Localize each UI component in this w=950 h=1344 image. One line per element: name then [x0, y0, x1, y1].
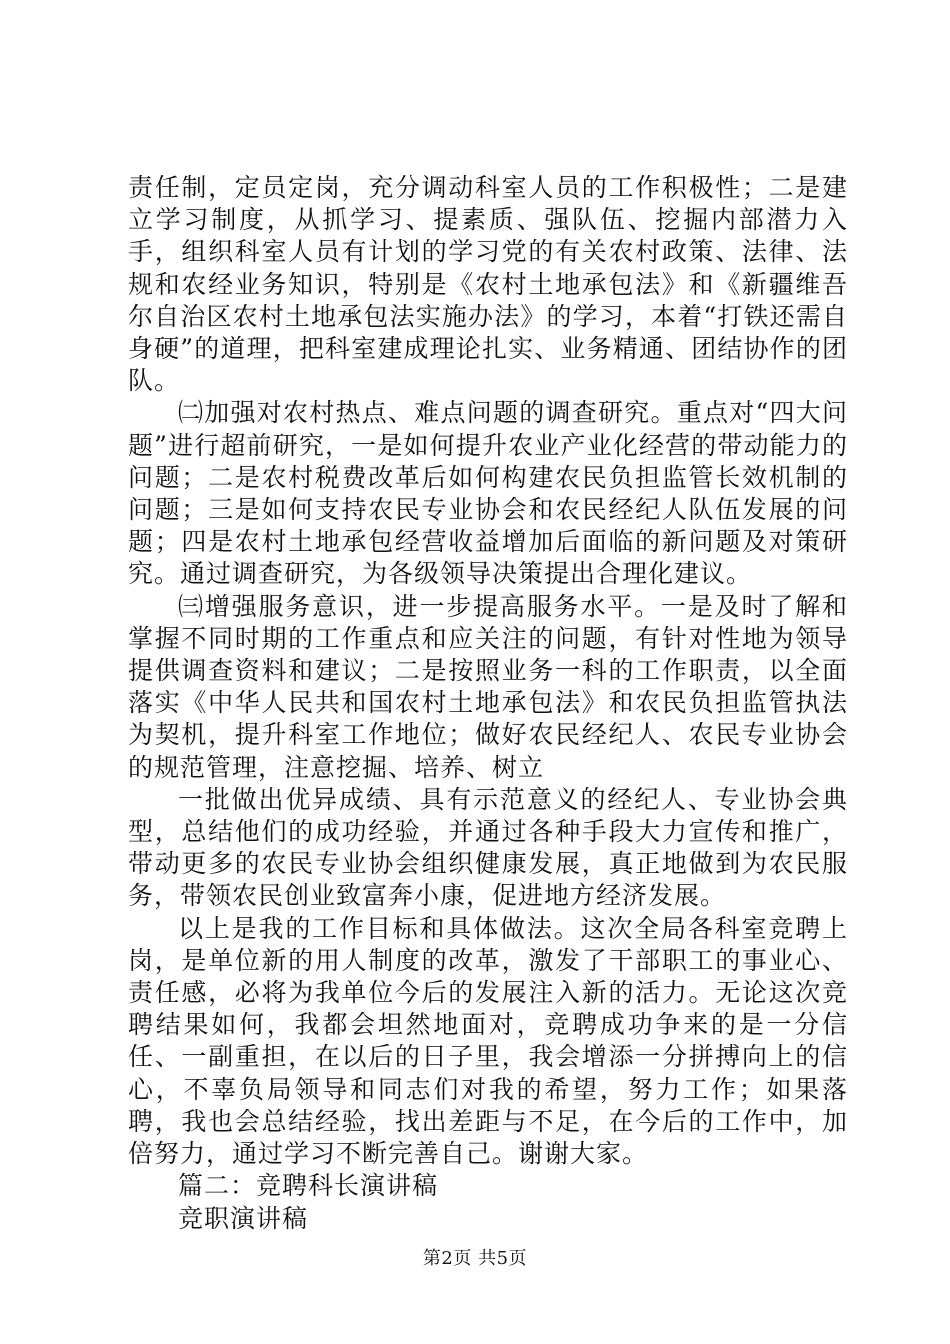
paragraph-examples: 一批做出优异成绩、具有示范意义的经纪人、专业协会典型，总结他们的成功经验，并通过各种手段大力宣传和推广，带动更多的农民专业协会组织健康发展，真正地做到为农民服务，带领农民创业致富奔小康，促进地方经济发展。: [128, 784, 848, 911]
section-heading: 篇二：竞聘科长演讲稿: [178, 1171, 439, 1201]
paragraph-continuation: 责任制，定员定岗，充分调动科室人员的工作积极性；二是建立学习制度，从抓学习、提素质、强队伍、挖掘内部潜力入手，组织科室人员有计划的学习党的有关农村政策、法律、法规和农经业务知识，特别是《农村土地承包法》和《新疆维吾尔自治区农村土地承包法实施办法》的学习，本着“打铁还需自身硬”的道理，把科室建成理论扎实、业务精通、团结协作的团队。: [128, 173, 848, 396]
paragraph-research: ㈡加强对农村热点、难点问题的调查研究。重点对“四大问题”进行超前研究，一是如何提升农业产业化经营的带动能力的问题；二是农村税费改革后如何构建农民负担监管长效机制的问题；三是如何支持农民专业协会和农民经纪人队伍发展的问题；四是农村土地承包经营收益增加后面临的新问题及对策研究。通过调查研究，为各级领导决策提出合理化建议。: [128, 398, 848, 589]
paragraph-conclusion: 以上是我的工作目标和具体做法。这次全局各科室竞聘上岗，是单位新的用人制度的改革，激发了干部职工的事业心、责任感，必将为我单位今后的发展注入新的活力。无论这次竞聘结果如何，我都会坦然地面对，竞聘成功争来的是一分信任、一副重担，在以后的日子里，我会增添一分拼搏向上的信心，不辜负局领导和同志们对我的希望，努力工作；如果落聘，我也会总结经验，找出差距与不足，在今后的工作中，加倍努力，通过学习不断完善自己。谢谢大家。: [128, 913, 848, 1169]
section-subtitle: 竞职演讲稿: [178, 1203, 309, 1233]
document-body: [128, 172, 848, 1235]
page-number-footer: 第2页 共5页: [422, 1248, 528, 1269]
paragraph-service: ㈢增强服务意识，进一步提高服务水平。一是及时了解和掌握不同时期的工作重点和应关注的问题，有针对性地为领导提供调查资料和建议；二是按照业务一科的工作职责，以全面落实《中华人民共和国农村土地承包法》和农民负担监管执法为契机，提升科室工作地位；做好农民经纪人、农民专业协会的规范管理，注意挖掘、培养、树立: [128, 591, 848, 782]
